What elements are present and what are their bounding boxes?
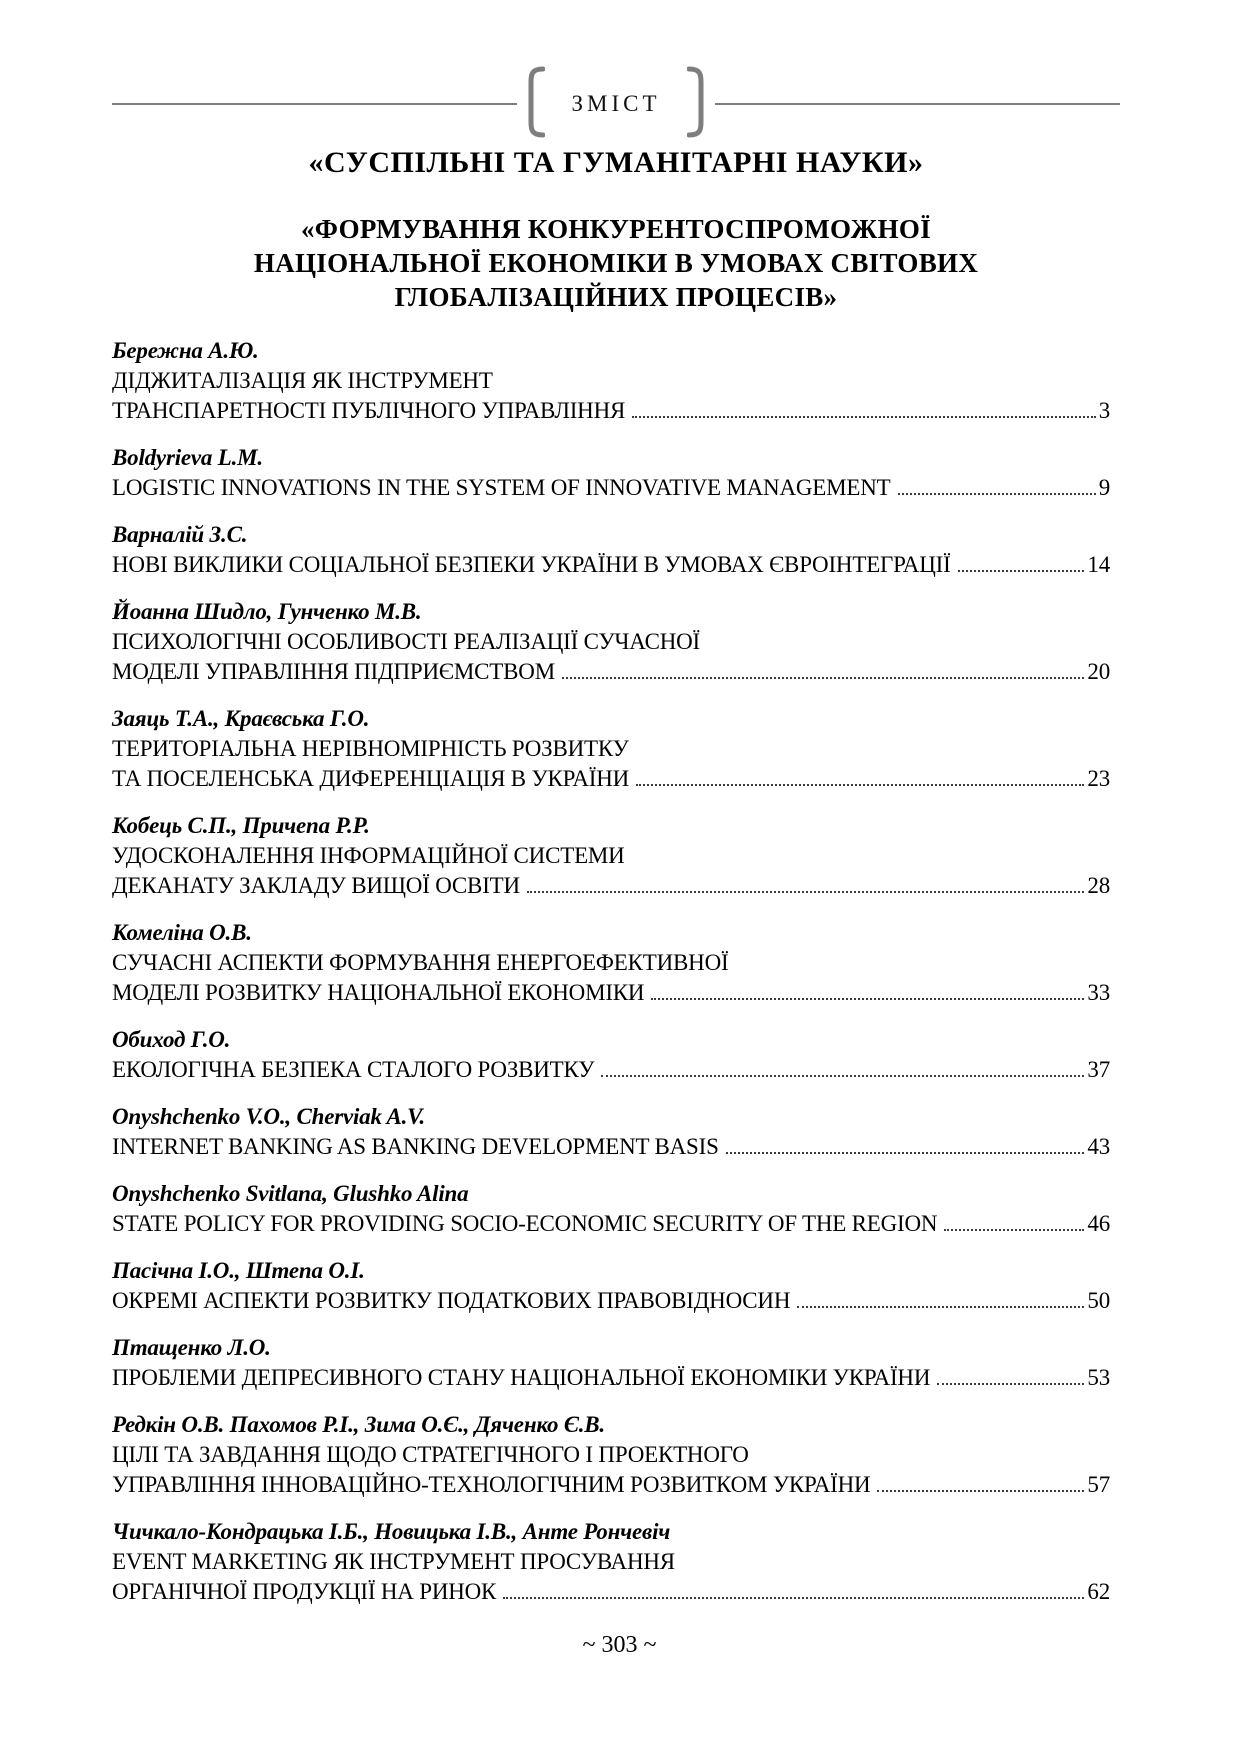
entry-title-line xyxy=(112,627,1110,657)
header-rule-right xyxy=(715,103,1120,105)
entry-page-number: 9 xyxy=(1098,475,1110,500)
entry-title-line xyxy=(112,1470,1110,1500)
dot-leader xyxy=(898,493,1096,495)
entry-title-line xyxy=(112,1055,1110,1085)
entry-page-number: 23 xyxy=(1087,766,1110,791)
entry-title-line xyxy=(112,473,1110,503)
header-rule-left xyxy=(112,103,517,105)
entry-title-text: ДІДЖИТАЛІЗАЦІЯ ЯК ІНСТРУМЕНТ xyxy=(112,368,493,393)
entry-page-number: 46 xyxy=(1087,1211,1110,1236)
entry-authors: Заяць Т.А., Краєвська Г.О. xyxy=(112,706,370,731)
entry-authors: Варналій З.С. xyxy=(112,522,248,547)
toc-entry xyxy=(112,1179,1110,1239)
toc-entry xyxy=(112,597,1110,687)
dot-leader xyxy=(562,677,1084,679)
entry-page-number: 50 xyxy=(1087,1288,1110,1313)
toc-entry xyxy=(112,704,1110,794)
toc-header xyxy=(112,66,1120,142)
dot-leader xyxy=(632,416,1096,418)
dot-leader xyxy=(877,1490,1084,1492)
entry-title-text: ОКРЕМІ АСПЕКТИ РОЗВИТКУ ПОДАТКОВИХ ПРАВОВІДНОСИН xyxy=(112,1288,791,1313)
entry-title-text: УПРАВЛІННЯ ІННОВАЦІЙНО-ТЕХНОЛОГІЧНИМ РОЗВИТКОМ УКРАЇНИ xyxy=(112,1472,871,1497)
entry-page-number: 57 xyxy=(1087,1472,1110,1497)
section-subtitle-line: НАЦІОНАЛЬНОЇ ЕКОНОМІКИ В УМОВАХ СВІТОВИХ xyxy=(253,248,979,278)
dot-leader xyxy=(937,1383,1084,1385)
left-bracket-icon xyxy=(523,65,545,144)
entry-title-line xyxy=(112,550,1110,580)
entry-title-line xyxy=(112,366,1110,396)
section-subtitle xyxy=(112,212,1120,314)
entry-title-line xyxy=(112,948,1110,978)
entry-title-text: МОДЕЛІ РОЗВИТКУ НАЦІОНАЛЬНОЇ ЕКОНОМІКИ xyxy=(112,980,645,1005)
entry-page-number: 14 xyxy=(1087,552,1110,577)
entry-title-text: ОРГАНІЧНОЇ ПРОДУКЦІЇ НА РИНОК xyxy=(112,1579,497,1604)
entry-title-line xyxy=(112,657,1110,687)
entry-page-number: 53 xyxy=(1087,1365,1110,1390)
entry-title-line xyxy=(112,764,1110,794)
entry-authors: Бережна А.Ю. xyxy=(112,338,259,363)
entry-title-text: ДЕКАНАТУ ЗАКЛАДУ ВИЩОЇ ОСВІТИ xyxy=(112,873,520,898)
entry-title-text: ПРОБЛЕМИ ДЕПРЕСИВНОГО СТАНУ НАЦІОНАЛЬНОЇ ЕКОНОМІКИ УКРАЇНИ xyxy=(112,1365,931,1390)
toc-header-label: ЗМІСТ xyxy=(571,91,661,116)
entry-title-text: НОВІ ВИКЛИКИ СОЦІАЛЬНОЇ БЕЗПЕКИ УКРАЇНИ В УМОВАХ ЄВРОІНТЕГРАЦІЇ xyxy=(112,552,951,577)
section-subtitle-line: ГЛОБАЛІЗАЦІЙНИХ ПРОЦЕСІВ» xyxy=(394,282,838,312)
entry-authors: Onyshchenko Svitlana, Glushko Alina xyxy=(112,1181,469,1206)
entry-title-line xyxy=(112,734,1110,764)
toc-entry xyxy=(112,811,1110,901)
entry-page-number: 43 xyxy=(1087,1134,1110,1159)
entry-title-text: УДОСКОНАЛЕННЯ ІНФОРМАЦІЙНОЇ СИСТЕМИ xyxy=(112,843,625,868)
entry-page-number: 62 xyxy=(1087,1579,1110,1604)
entry-authors: Onyshchenko V.O., Cherviak A.V. xyxy=(112,1104,425,1129)
entry-title-text: LOGISTIC INNOVATIONS IN THE SYSTEM OF INNOVATIVE MANAGEMENT xyxy=(112,475,891,500)
entry-title-text: INTERNET BANKING AS BANKING DEVELOPMENT BASIS xyxy=(112,1134,719,1159)
dot-leader xyxy=(527,891,1084,893)
entry-authors: Комеліна О.В. xyxy=(112,920,252,945)
entry-title-text: СУЧАСНІ АСПЕКТИ ФОРМУВАННЯ ЕНЕРГОЕФЕКТИВНОЇ xyxy=(112,950,729,975)
section-subtitle-line: «ФОРМУВАННЯ КОНКУРЕНТОСПРОМОЖНОЇ xyxy=(300,214,932,244)
toc-entry xyxy=(112,1410,1110,1500)
entry-authors: Птащенко Л.О. xyxy=(112,1335,271,1360)
entry-page-number: 20 xyxy=(1087,659,1110,684)
entry-title-line xyxy=(112,1209,1110,1239)
entry-title-line xyxy=(112,1363,1110,1393)
dot-leader xyxy=(503,1597,1084,1599)
entry-authors: Обиход Г.О. xyxy=(112,1027,231,1052)
entry-title-line xyxy=(112,841,1110,871)
entry-title-text: МОДЕЛІ УПРАВЛІННЯ ПІДПРИЄМСТВОМ xyxy=(112,659,555,684)
entry-title-line xyxy=(112,1577,1110,1607)
entry-authors: Кобець С.П., Причепа Р.Р. xyxy=(112,813,370,838)
entry-title-line xyxy=(112,1286,1110,1316)
toc-entry xyxy=(112,918,1110,1008)
toc-entry xyxy=(112,1517,1110,1607)
toc-entry xyxy=(112,1025,1110,1085)
entry-authors: Редкін О.В. Пахомов Р.І., Зима О.Є., Дяченко Є.В. xyxy=(112,1412,605,1437)
toc-entry xyxy=(112,443,1110,503)
dot-leader xyxy=(726,1152,1085,1154)
entry-title-text: STATE POLICY FOR PROVIDING SOCIO-ECONOMIC SECURITY OF THE REGION xyxy=(112,1211,938,1236)
entry-title-text: ЦІЛІ ТА ЗАВДАННЯ ЩОДО СТРАТЕГІЧНОГО І ПРОЕКТНОГО xyxy=(112,1442,749,1467)
toc-entry xyxy=(112,1333,1110,1393)
entry-title-text: ТЕРИТОРІАЛЬНА НЕРІВНОМІРНІСТЬ РОЗВИТКУ xyxy=(112,736,629,761)
entry-page-number: 28 xyxy=(1087,873,1110,898)
dot-leader xyxy=(958,570,1085,572)
entry-title-text: ПСИХОЛОГІЧНІ ОСОБЛИВОСТІ РЕАЛІЗАЦІЇ СУЧАСНОЇ xyxy=(112,629,700,654)
toc-entry xyxy=(112,520,1110,580)
section-title: «СУСПІЛЬНІ ТА ГУМАНІТАРНІ НАУКИ» xyxy=(308,146,924,179)
entry-authors: Йоанна Шидло, Гунченко М.В. xyxy=(112,599,422,624)
entry-title-line xyxy=(112,871,1110,901)
entry-page-number: 33 xyxy=(1087,980,1110,1005)
dot-leader xyxy=(944,1229,1084,1231)
entry-title-text: ТА ПОСЕЛЕНСЬКА ДИФЕРЕНЦІАЦІЯ В УКРАЇНИ xyxy=(112,766,630,791)
entry-title-line xyxy=(112,1440,1110,1470)
entry-authors: Пасічна І.О., Штепа О.І. xyxy=(112,1258,365,1283)
entry-title-text: ЕКОЛОГІЧНА БЕЗПЕКА СТАЛОГО РОЗВИТКУ xyxy=(112,1057,595,1082)
toc-entry xyxy=(112,1102,1110,1162)
entry-title-line xyxy=(112,978,1110,1008)
toc-entry xyxy=(112,1256,1110,1316)
entry-title-line xyxy=(112,1132,1110,1162)
toc-entries xyxy=(112,336,1110,1624)
dot-leader xyxy=(601,1075,1084,1077)
entry-title-text: EVENT MARKETING ЯК ІНСТРУМЕНТ ПРОСУВАННЯ xyxy=(112,1549,675,1574)
dot-leader xyxy=(651,998,1084,1000)
dot-leader xyxy=(636,784,1084,786)
toc-entry xyxy=(112,336,1110,426)
entry-title-line xyxy=(112,396,1110,426)
right-bracket-icon xyxy=(687,65,709,144)
entry-page-number: 37 xyxy=(1087,1057,1110,1082)
page-number-footer: ~ 303 ~ xyxy=(582,1632,657,1658)
entry-authors: Чичкало-Кондрацька І.Б., Новицька І.В., Анте Рончевіч xyxy=(112,1519,671,1544)
entry-title-line xyxy=(112,1547,1110,1577)
dot-leader xyxy=(797,1306,1084,1308)
entry-page-number: 3 xyxy=(1098,398,1110,423)
entry-title-text: ТРАНСПАРЕТНОСТІ ПУБЛІЧНОГО УПРАВЛІННЯ xyxy=(112,398,626,423)
entry-authors: Boldyrieva L.M. xyxy=(112,445,263,470)
